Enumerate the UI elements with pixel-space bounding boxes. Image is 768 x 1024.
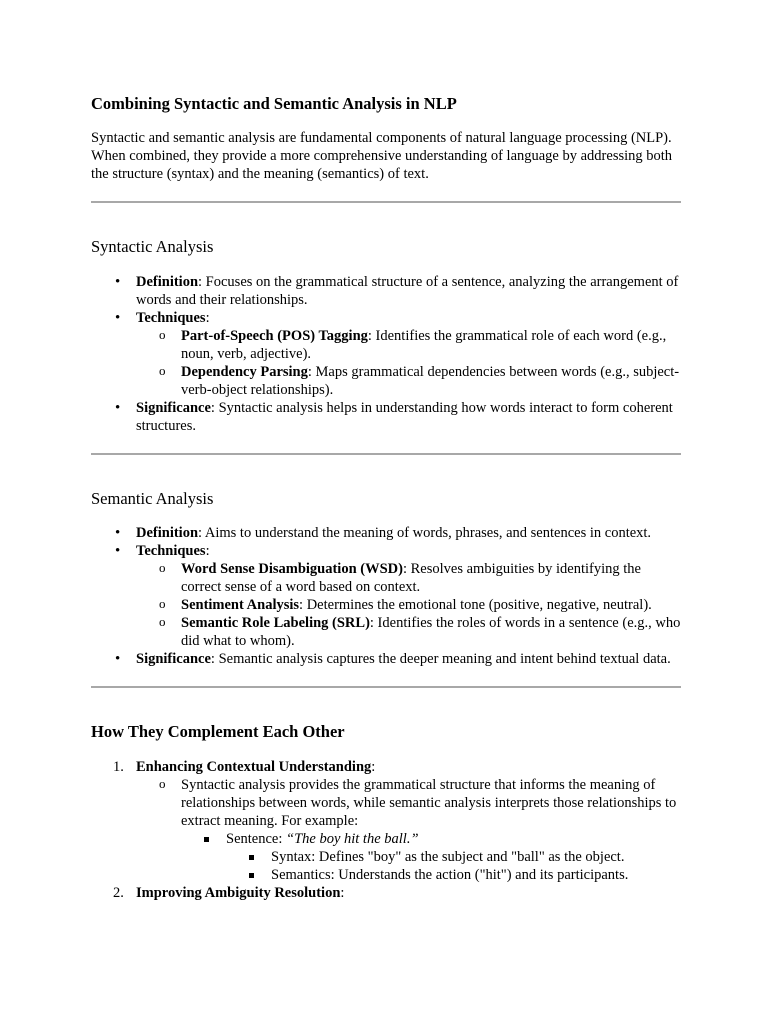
techniques-colon: :	[205, 310, 210, 326]
complement-list	[91, 758, 681, 902]
detail-text: Syntax: Defines "boy" as the subject and "ball" as the object.	[271, 849, 625, 865]
list-item	[91, 830, 681, 848]
sentence-example: “The boy hit the ball.”	[286, 831, 419, 847]
semantic-heading: Semantic Analysis	[91, 489, 214, 508]
list-item	[91, 776, 681, 830]
item-number: 1.	[113, 759, 124, 775]
technique-text: : Determines the emotional tone (positive, negative, neutral).	[299, 597, 652, 613]
technique-text: : Maps grammatical dependencies between words (e.g., subject-verb-object relationships).	[181, 364, 680, 398]
technique-label: Semantic Role Labeling (SRL)	[181, 615, 370, 631]
technique-label: Part-of-Speech (POS) Tagging	[181, 328, 368, 344]
definition-text: : Aims to understand the meaning of words, phrases, and sentences in context.	[198, 525, 652, 541]
list-item	[91, 614, 681, 650]
technique-label: Sentiment Analysis	[181, 597, 300, 613]
section-divider	[91, 686, 681, 688]
significance-label: Significance	[136, 400, 211, 416]
significance-label: Significance	[136, 651, 211, 667]
document-content	[91, 93, 681, 902]
detail-text: Semantics: Understands the action ("hit") and its participants.	[271, 867, 629, 883]
syntactic-list	[91, 273, 681, 435]
techniques-label: Techniques	[136, 543, 206, 559]
item-number: 2.	[113, 885, 124, 901]
section-divider	[91, 453, 681, 455]
definition-label: Definition	[136, 525, 199, 541]
item-colon: :	[371, 759, 376, 775]
item-label: Improving Ambiguity Resolution	[136, 885, 341, 901]
list-item	[91, 542, 681, 560]
list-item	[91, 309, 681, 327]
list-item	[91, 399, 681, 435]
technique-text: : Resolves ambiguities by identifying the correct sense of a word based on context.	[181, 561, 641, 595]
section-divider	[91, 201, 681, 203]
item-sub-text: Syntactic analysis provides the grammatical structure that informs the meaning of relationships between words, while semantic analysis interprets those relationships to extract meaning. For example:	[181, 777, 677, 829]
list-item	[91, 884, 681, 902]
list-item	[91, 327, 681, 363]
techniques-label: Techniques	[136, 310, 206, 326]
significance-text: : Syntactic analysis helps in understanding how words interact to form coherent structures.	[136, 400, 673, 434]
list-item	[91, 758, 681, 776]
item-colon: :	[340, 885, 345, 901]
definition-label: Definition	[136, 274, 199, 290]
list-item	[91, 560, 681, 596]
syntactic-heading: Syntactic Analysis	[91, 237, 214, 256]
item-label: Enhancing Contextual Understanding	[136, 759, 372, 775]
complement-heading: How They Complement Each Other	[91, 722, 345, 741]
semantic-list	[91, 524, 681, 668]
techniques-colon: :	[205, 543, 210, 559]
sentence-label: Sentence:	[226, 831, 286, 847]
technique-label: Word Sense Disambiguation (WSD)	[181, 561, 403, 577]
list-item	[91, 596, 681, 614]
list-item	[91, 363, 681, 399]
list-item	[91, 273, 681, 309]
document-title: Combining Syntactic and Semantic Analysis in NLP	[91, 94, 457, 113]
list-item	[91, 650, 681, 668]
list-item	[91, 866, 681, 884]
intro-paragraph: Syntactic and semantic analysis are fundamental components of natural language processing (NLP). When combined, they provide a more comprehensive understanding of language by addressing both the structure (syntax) and the meaning (semantics) of text.	[91, 130, 673, 182]
definition-text: : Focuses on the grammatical structure of a sentence, analyzing the arrangement of words and their relationships.	[136, 274, 679, 308]
technique-text: : Identifies the roles of words in a sentence (e.g., who did what to whom).	[181, 615, 681, 649]
technique-label: Dependency Parsing	[181, 364, 308, 380]
list-item	[91, 848, 681, 866]
technique-text: : Identifies the grammatical role of each word (e.g., noun, verb, adjective).	[181, 328, 667, 362]
list-item	[91, 524, 681, 542]
significance-text: : Semantic analysis captures the deeper meaning and intent behind textual data.	[210, 651, 671, 667]
